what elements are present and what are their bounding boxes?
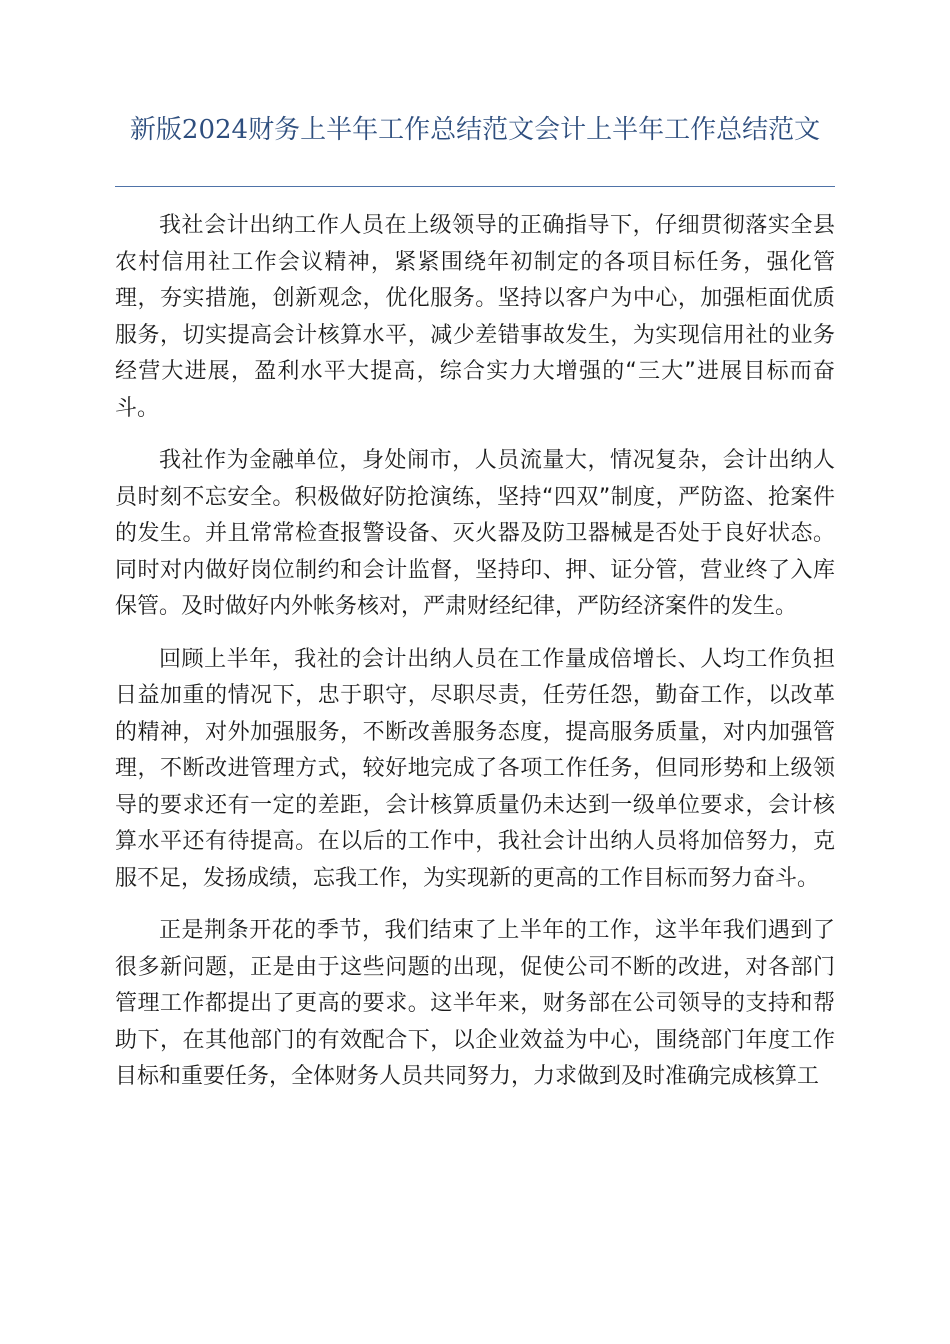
document-title: 新版2024财务上半年工作总结范文会计上半年工作总结范文 [129,115,821,145]
paragraph-1: 我社会计出纳工作人员在上级领导的正确指导下，仔细贯彻落实全县农村信用社工作会议精神，紧紧围绕年初制定的各项目标任务，强化管理，夯实措施，创新观念，优化服务。坚持以客户为中心，加强柜面优质服务，切实提高会计核算水平，减少差错事故发生，为实现信用社的业务经营大进展，盈利水平大提高，综合实力大增强的“三大”进展目标而奋斗。 [115,213,835,421]
paragraph-4: 正是荆条开花的季节，我们结束了上半年的工作，这半年我们遇到了很多新问题，正是由于这些问题的出现，促使公司不断的改进，对各部门管理工作都提出了更高的要求。这半年来，财务部在公司领导的支持和帮助下，在其他部门的有效配合下，以企业效益为中心，围绕部门年度工作目标和重要任务，全体财务人员共同努力，力求做到及时准确完成核算工 [115,918,835,1089]
title-divider [115,186,835,187]
paragraph-3: 回顾上半年，我社的会计出纳人员在工作量成倍增长、人均工作负担日益加重的情况下，忠于职守，尽职尽责，任劳任怨，勤奋工作，以改革的精神，对外加强服务，不断改善服务态度，提高服务质量，对内加强管理，不断改进管理方式，较好地完成了各项工作任务，但同形势和上级领导的要求还有一定的差距，会计核算质量仍未达到一级单位要求，会计核算水平还有待提高。在以后的工作中，我社会计出纳人员将加倍努力，克服不足，发扬成绩，忘我工作，为实现新的更高的工作目标而努力奋斗。 [115,646,835,891]
paragraph-2: 我社作为金融单位，身处闹市，人员流量大，情况复杂，会计出纳人员时刻不忘安全。积极做好防抢演练，坚持“四双”制度，严防盗、抢案件的发生。并且常常检查报警设备、灭火器及防卫器械是否处于良好状态。同时对内做好岗位制约和会计监督，坚持印、押、证分管，营业终了入库保管。及时做好内外帐务核对，严肃财经纪律，严防经济案件的发生。 [115,448,835,619]
document-body [115,208,835,1112]
